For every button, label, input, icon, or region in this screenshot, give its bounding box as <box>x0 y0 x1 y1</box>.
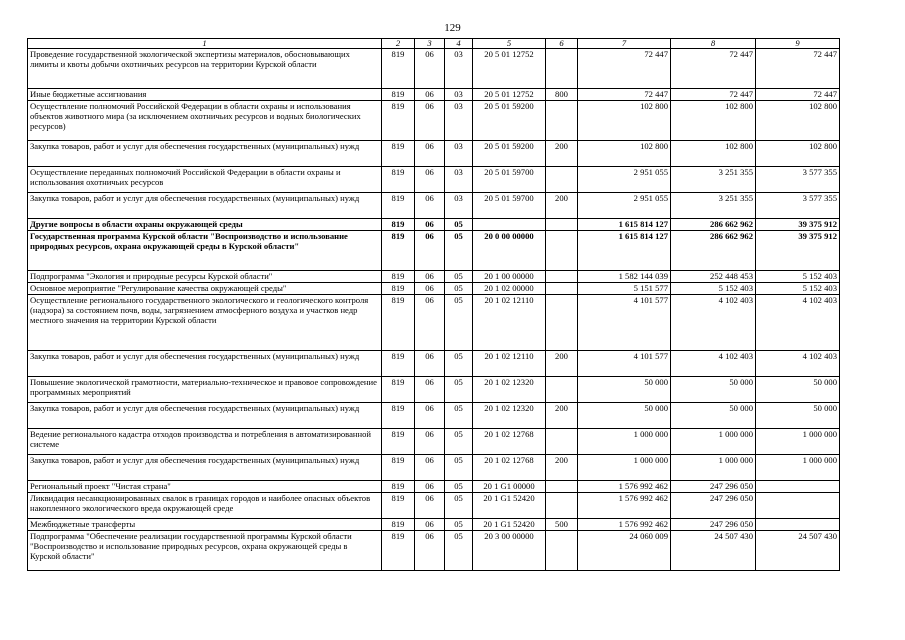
row-name: Проведение государственной экологической экспертизы материалов, обосновывающих лимиты и квоты добычи охотничьих ресурсов на территории Курской области <box>28 49 382 89</box>
row-name: Закупка товаров, работ и услуг для обеспечения государственных (муниципальных) нужд <box>28 455 382 481</box>
ministry-code: 819 <box>382 295 415 351</box>
table-row <box>28 403 840 429</box>
amount-year-3: 50 000 <box>756 377 840 403</box>
ministry-code: 819 <box>382 167 415 193</box>
subsection-code: 03 <box>445 193 473 219</box>
expense-type-code: 500 <box>546 519 578 531</box>
section-code: 06 <box>415 219 445 231</box>
target-article-code: 20 1 G1 52420 <box>473 519 546 531</box>
target-article-code: 20 5 01 12752 <box>473 89 546 101</box>
amount-year-2: 252 448 453 <box>671 271 756 283</box>
target-article-code: 20 1 02 12110 <box>473 295 546 351</box>
amount-year-2: 1 000 000 <box>671 455 756 481</box>
amount-year-1: 1 615 814 127 <box>578 219 671 231</box>
target-article-code: 20 1 00 00000 <box>473 271 546 283</box>
expense-type-code <box>546 271 578 283</box>
expense-type-code: 200 <box>546 141 578 167</box>
table-row <box>28 49 840 89</box>
table-row <box>28 101 840 141</box>
expense-type-code: 200 <box>546 351 578 377</box>
amount-year-3 <box>756 481 840 493</box>
amount-year-1: 72 447 <box>578 49 671 89</box>
amount-year-2: 1 000 000 <box>671 429 756 455</box>
expense-type-code <box>546 493 578 519</box>
amount-year-3 <box>756 493 840 519</box>
column-number: 3 <box>415 39 445 49</box>
amount-year-1: 72 447 <box>578 89 671 101</box>
column-number: 7 <box>578 39 671 49</box>
row-name: Иные бюджетные ассигнования <box>28 89 382 101</box>
target-article-code: 20 1 02 12320 <box>473 377 546 403</box>
subsection-code: 03 <box>445 89 473 101</box>
section-code: 06 <box>415 49 445 89</box>
subsection-code: 05 <box>445 519 473 531</box>
row-name: Ведение регионального кадастра отходов производства и потребления в автоматизированной системе <box>28 429 382 455</box>
row-name: Закупка товаров, работ и услуг для обеспечения государственных (муниципальных) нужд <box>28 403 382 429</box>
expense-type-code <box>546 295 578 351</box>
amount-year-1: 1 576 992 462 <box>578 519 671 531</box>
target-article-code: 20 1 02 12768 <box>473 429 546 455</box>
ministry-code: 819 <box>382 519 415 531</box>
subsection-code: 05 <box>445 231 473 271</box>
section-code: 06 <box>415 481 445 493</box>
table-row <box>28 481 840 493</box>
table-row <box>28 493 840 519</box>
section-code: 06 <box>415 283 445 295</box>
amount-year-2: 72 447 <box>671 89 756 101</box>
column-number: 8 <box>671 39 756 49</box>
amount-year-2: 72 447 <box>671 49 756 89</box>
section-code: 06 <box>415 167 445 193</box>
amount-year-3: 72 447 <box>756 89 840 101</box>
table-row <box>28 283 840 295</box>
section-code: 06 <box>415 531 445 571</box>
subsection-code: 03 <box>445 101 473 141</box>
subsection-code: 05 <box>445 351 473 377</box>
expense-type-code: 200 <box>546 403 578 429</box>
amount-year-2: 247 296 050 <box>671 481 756 493</box>
ministry-code: 819 <box>382 89 415 101</box>
section-code: 06 <box>415 295 445 351</box>
amount-year-1: 24 060 009 <box>578 531 671 571</box>
section-code: 06 <box>415 271 445 283</box>
amount-year-2: 102 800 <box>671 101 756 141</box>
row-name: Региональный проект "Чистая страна" <box>28 481 382 493</box>
ministry-code: 819 <box>382 141 415 167</box>
target-article-code <box>473 219 546 231</box>
amount-year-2: 286 662 962 <box>671 219 756 231</box>
ministry-code: 819 <box>382 219 415 231</box>
table-row <box>28 167 840 193</box>
section-code: 06 <box>415 231 445 271</box>
row-name: Подпрограмма "Экология и природные ресурсы Курской области" <box>28 271 382 283</box>
row-name: Подпрограмма "Обеспечение реализации государственной программы Курской области "Воспроизводство и использование природных ресурсов, охрана окружающей среды в Курской области" <box>28 531 382 571</box>
subsection-code: 03 <box>445 167 473 193</box>
row-name: Осуществление регионального государственного экологического и геологического контроля (надзора) за состоянием почв, воды, загрязнением атмосферного воздуха и участков недр местного значения на территории Курской области <box>28 295 382 351</box>
amount-year-3: 3 577 355 <box>756 193 840 219</box>
expense-type-code <box>546 231 578 271</box>
amount-year-1: 1 000 000 <box>578 455 671 481</box>
amount-year-2: 24 507 430 <box>671 531 756 571</box>
row-name: Закупка товаров, работ и услуг для обеспечения государственных (муниципальных) нужд <box>28 193 382 219</box>
amount-year-3: 24 507 430 <box>756 531 840 571</box>
amount-year-2: 3 251 355 <box>671 193 756 219</box>
amount-year-2: 4 102 403 <box>671 295 756 351</box>
amount-year-3: 102 800 <box>756 101 840 141</box>
ministry-code: 819 <box>382 455 415 481</box>
expense-type-code: 800 <box>546 89 578 101</box>
amount-year-3: 72 447 <box>756 49 840 89</box>
table-row <box>28 89 840 101</box>
table-row <box>28 271 840 283</box>
target-article-code: 20 1 G1 52420 <box>473 493 546 519</box>
ministry-code: 819 <box>382 481 415 493</box>
target-article-code: 20 5 01 12752 <box>473 49 546 89</box>
amount-year-1: 1 000 000 <box>578 429 671 455</box>
amount-year-1: 102 800 <box>578 141 671 167</box>
subsection-code: 05 <box>445 429 473 455</box>
expense-type-code <box>546 481 578 493</box>
amount-year-3: 50 000 <box>756 403 840 429</box>
row-name: Межбюджетные трансферты <box>28 519 382 531</box>
amount-year-2: 286 662 962 <box>671 231 756 271</box>
row-name: Другие вопросы в области охраны окружающей среды <box>28 219 382 231</box>
section-code: 06 <box>415 141 445 167</box>
ministry-code: 819 <box>382 429 415 455</box>
row-name: Повышение экологической грамотности, материально-техническое и правовое сопровождение программных мероприятий <box>28 377 382 403</box>
amount-year-1: 4 101 577 <box>578 295 671 351</box>
section-code: 06 <box>415 101 445 141</box>
ministry-code: 819 <box>382 231 415 271</box>
target-article-code: 20 3 00 00000 <box>473 531 546 571</box>
amount-year-3: 5 152 403 <box>756 271 840 283</box>
subsection-code: 05 <box>445 481 473 493</box>
amount-year-1: 1 576 992 462 <box>578 493 671 519</box>
column-number: 5 <box>473 39 546 49</box>
amount-year-1: 2 951 055 <box>578 167 671 193</box>
section-code: 06 <box>415 377 445 403</box>
expense-type-code <box>546 429 578 455</box>
budget-table-body <box>28 49 840 571</box>
amount-year-3: 39 375 912 <box>756 231 840 271</box>
section-code: 06 <box>415 403 445 429</box>
amount-year-2: 102 800 <box>671 141 756 167</box>
table-row <box>28 455 840 481</box>
subsection-code: 05 <box>445 219 473 231</box>
row-name: Закупка товаров, работ и услуг для обеспечения государственных (муниципальных) нужд <box>28 141 382 167</box>
amount-year-3: 5 152 403 <box>756 283 840 295</box>
amount-year-1: 5 151 577 <box>578 283 671 295</box>
amount-year-1: 4 101 577 <box>578 351 671 377</box>
amount-year-1: 50 000 <box>578 377 671 403</box>
target-article-code: 20 5 01 59200 <box>473 101 546 141</box>
page-number: 129 <box>444 22 461 34</box>
target-article-code: 20 1 G1 00000 <box>473 481 546 493</box>
target-article-code: 20 5 01 59700 <box>473 167 546 193</box>
expense-type-code <box>546 377 578 403</box>
expense-type-code <box>546 219 578 231</box>
ministry-code: 819 <box>382 377 415 403</box>
section-code: 06 <box>415 351 445 377</box>
expense-type-code <box>546 101 578 141</box>
expense-type-code <box>546 167 578 193</box>
ministry-code: 819 <box>382 351 415 377</box>
target-article-code: 20 5 01 59700 <box>473 193 546 219</box>
amount-year-1: 50 000 <box>578 403 671 429</box>
amount-year-1: 2 951 055 <box>578 193 671 219</box>
column-number-row <box>28 39 840 49</box>
amount-year-3: 3 577 355 <box>756 167 840 193</box>
section-code: 06 <box>415 519 445 531</box>
amount-year-2: 3 251 355 <box>671 167 756 193</box>
row-name: Закупка товаров, работ и услуг для обеспечения государственных (муниципальных) нужд <box>28 351 382 377</box>
subsection-code: 05 <box>445 295 473 351</box>
amount-year-3: 4 102 403 <box>756 351 840 377</box>
subsection-code: 05 <box>445 283 473 295</box>
ministry-code: 819 <box>382 403 415 429</box>
table-row <box>28 141 840 167</box>
amount-year-2: 50 000 <box>671 377 756 403</box>
section-code: 06 <box>415 89 445 101</box>
table-row <box>28 377 840 403</box>
subsection-code: 05 <box>445 403 473 429</box>
amount-year-3: 4 102 403 <box>756 295 840 351</box>
target-article-code: 20 0 00 00000 <box>473 231 546 271</box>
amount-year-3: 1 000 000 <box>756 455 840 481</box>
table-row <box>28 531 840 571</box>
table-row <box>28 193 840 219</box>
subsection-code: 05 <box>445 531 473 571</box>
amount-year-3: 1 000 000 <box>756 429 840 455</box>
ministry-code: 819 <box>382 531 415 571</box>
amount-year-1: 1 615 814 127 <box>578 231 671 271</box>
ministry-code: 819 <box>382 49 415 89</box>
target-article-code: 20 1 02 12110 <box>473 351 546 377</box>
table-row <box>28 295 840 351</box>
amount-year-2: 247 296 050 <box>671 519 756 531</box>
section-code: 06 <box>415 193 445 219</box>
subsection-code: 05 <box>445 377 473 403</box>
ministry-code: 819 <box>382 101 415 141</box>
amount-year-1: 102 800 <box>578 101 671 141</box>
table-row <box>28 219 840 231</box>
target-article-code: 20 1 02 12768 <box>473 455 546 481</box>
table-row <box>28 519 840 531</box>
column-number: 2 <box>382 39 415 49</box>
row-name: Осуществление переданных полномочий Российской Федерации в области охраны и использования охотничьих ресурсов <box>28 167 382 193</box>
amount-year-1: 1 582 144 039 <box>578 271 671 283</box>
subsection-code: 05 <box>445 493 473 519</box>
section-code: 06 <box>415 493 445 519</box>
amount-year-2: 5 152 403 <box>671 283 756 295</box>
ministry-code: 819 <box>382 493 415 519</box>
budget-table <box>27 38 840 571</box>
row-name: Основное мероприятие "Регулирование качества окружающей среды" <box>28 283 382 295</box>
column-number: 1 <box>28 39 382 49</box>
amount-year-2: 247 296 050 <box>671 493 756 519</box>
amount-year-2: 50 000 <box>671 403 756 429</box>
expense-type-code <box>546 531 578 571</box>
expense-type-code: 200 <box>546 455 578 481</box>
column-number: 9 <box>756 39 840 49</box>
subsection-code: 05 <box>445 455 473 481</box>
target-article-code: 20 1 02 00000 <box>473 283 546 295</box>
table-row <box>28 351 840 377</box>
ministry-code: 819 <box>382 271 415 283</box>
column-number: 4 <box>445 39 473 49</box>
amount-year-3 <box>756 519 840 531</box>
table-row <box>28 231 840 271</box>
subsection-code: 05 <box>445 271 473 283</box>
subsection-code: 03 <box>445 49 473 89</box>
column-number: 6 <box>546 39 578 49</box>
expense-type-code <box>546 283 578 295</box>
section-code: 06 <box>415 429 445 455</box>
amount-year-1: 1 576 992 462 <box>578 481 671 493</box>
expense-type-code: 200 <box>546 193 578 219</box>
row-name: Государственная программа Курской области "Воспроизводство и использование природных ресурсов, охрана окружающей среды в Курской области" <box>28 231 382 271</box>
section-code: 06 <box>415 455 445 481</box>
amount-year-2: 4 102 403 <box>671 351 756 377</box>
target-article-code: 20 5 01 59200 <box>473 141 546 167</box>
target-article-code: 20 1 02 12320 <box>473 403 546 429</box>
ministry-code: 819 <box>382 193 415 219</box>
ministry-code: 819 <box>382 283 415 295</box>
table-row <box>28 429 840 455</box>
amount-year-3: 39 375 912 <box>756 219 840 231</box>
subsection-code: 03 <box>445 141 473 167</box>
expense-type-code <box>546 49 578 89</box>
row-name: Ликвидация несанкционированных свалок в границах городов и наиболее опасных объектов накопленного экологического вреда окружающей среде <box>28 493 382 519</box>
row-name: Осуществление полномочий Российской Федерации в области охраны и использования объектов животного мира (за исключением охотничьих ресурсов и водных биологических ресурсов) <box>28 101 382 141</box>
amount-year-3: 102 800 <box>756 141 840 167</box>
